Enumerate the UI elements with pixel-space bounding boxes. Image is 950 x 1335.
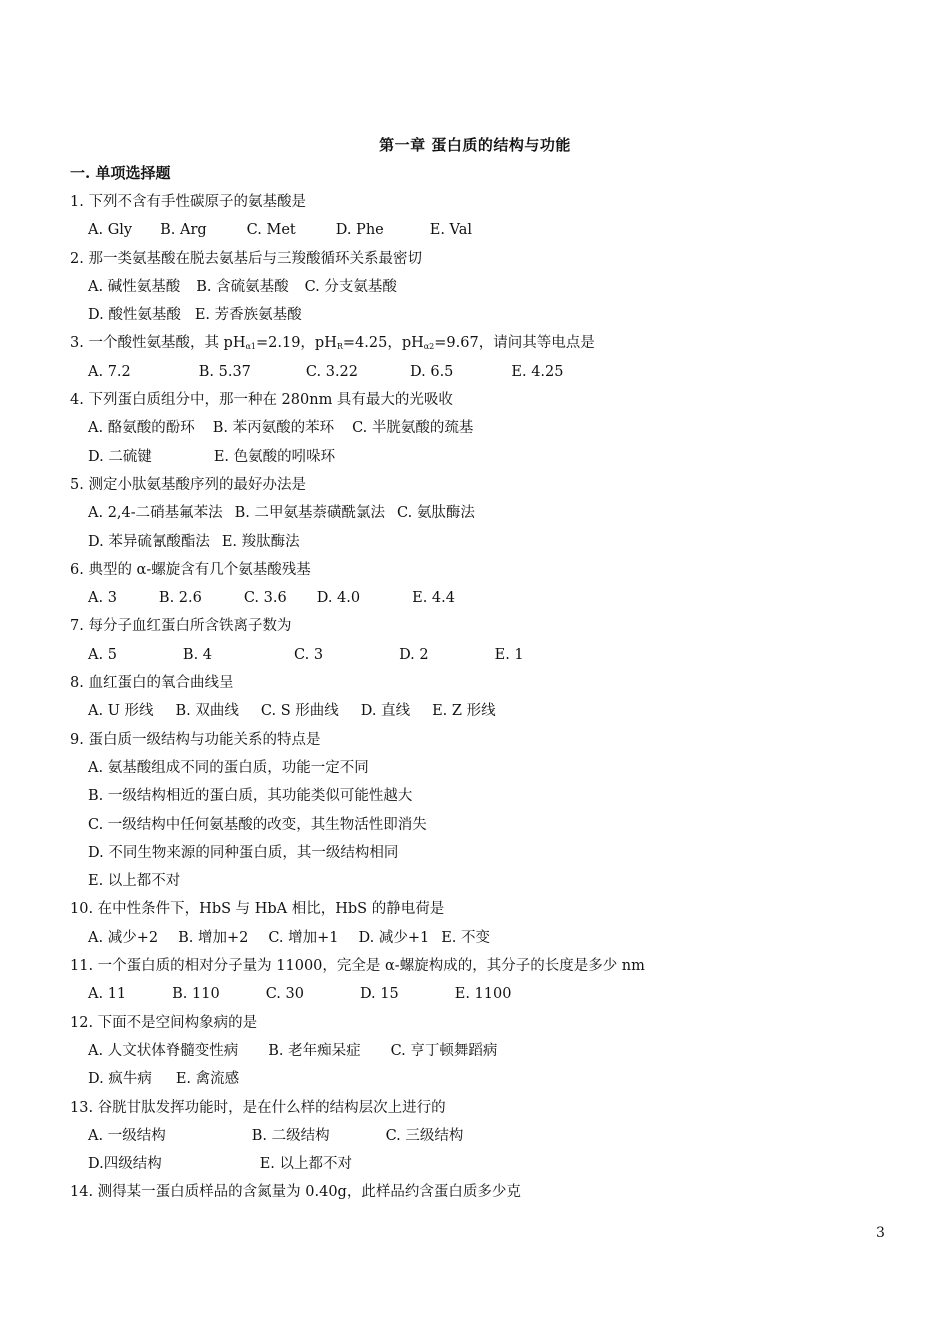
- answer-options-row: [70, 301, 890, 329]
- answer-option: B. 二级结构: [251, 1127, 330, 1144]
- answer-options-row: [70, 443, 890, 471]
- answer-option: C. 增加+1: [268, 929, 339, 946]
- answer-option: B. 双曲线: [175, 703, 239, 720]
- answer-option: E. 禽流感: [175, 1071, 240, 1088]
- answer-option: E. 色氨酸的吲哚环: [213, 448, 336, 465]
- answer-options-row: [70, 697, 890, 725]
- answer-option: D.四级结构: [88, 1156, 162, 1173]
- question-stem: 14. 测得某一蛋白质样品的含氮量为 0.40g，此样品约含蛋白质多少克: [70, 1184, 521, 1201]
- question-stem: 8. 血红蛋白的氧合曲线呈: [70, 675, 234, 692]
- answer-options-row: [70, 273, 890, 301]
- answer-options-row: [70, 1122, 890, 1150]
- subscript: α2: [423, 342, 435, 352]
- answer-option: D. 4.0: [316, 590, 361, 607]
- answer-option: E. 1100: [454, 986, 512, 1003]
- answer-option: C. S 形曲线: [260, 703, 339, 720]
- answer-option: C. Met: [246, 222, 296, 239]
- answer-option: A. 5: [88, 646, 117, 663]
- question-stem: 7. 每分子血红蛋白所含铁离子数为: [70, 618, 292, 635]
- answer-option: D. 6.5: [410, 363, 454, 380]
- answer-option: B. 苯丙氨酸的苯环: [212, 420, 335, 437]
- answer-option: A. U 形线: [88, 703, 154, 720]
- section-heading: 一. 单项选择题: [70, 164, 171, 182]
- answer-option: B. Arg: [160, 222, 207, 239]
- answer-option: E. 4.25: [511, 363, 564, 380]
- answer-option: C. 3.22: [305, 363, 359, 380]
- answer-option: C. 半胱氨酸的巯基: [352, 420, 474, 437]
- answer-options-row: [70, 641, 890, 669]
- answer-option: D. 二硫键: [88, 448, 152, 465]
- answer-option: B. 5.37: [198, 363, 251, 380]
- answer-option: B. 含硫氨基酸: [196, 278, 289, 295]
- answer-option: E. 以上都不对: [259, 1156, 353, 1173]
- answer-option: D. 苯异硫氰酸酯法: [88, 533, 210, 550]
- question-stem: 11. 一个蛋白质的相对分子量为 11000，完全是 α-螺旋构成的，其分子的长度是多少 nm: [70, 958, 645, 975]
- chapter-title: 第一章 蛋白质的结构与功能: [379, 136, 571, 154]
- answer-option: D. 不同生物来源的同种蛋白质，其一级结构相同: [88, 844, 399, 861]
- answer-option: A. 氨基酸组成不同的蛋白质，功能一定不同: [88, 759, 369, 776]
- answer-option: B. 110: [172, 986, 220, 1003]
- answer-option: E. Val: [429, 222, 472, 239]
- answer-option: D. 减少+1: [358, 929, 430, 946]
- answer-option: D. 2: [399, 646, 429, 663]
- question-stem: 9. 蛋白质一级结构与功能关系的特点是: [70, 731, 321, 748]
- question-stem: 2. 那一类氨基酸在脱去氨基后与三羧酸循环关系最密切: [70, 250, 422, 267]
- question-stem: 12. 下面不是空间构象病的是: [70, 1014, 258, 1031]
- question-stem: 13. 谷胱甘肽发挥功能时，是在什么样的结构层次上进行的: [70, 1099, 446, 1116]
- answer-option: A. 人文状体脊髓变性病: [88, 1042, 239, 1059]
- answer-option: B. 2.6: [158, 590, 202, 607]
- question-text-part: =9.67，请问其等电点是: [434, 335, 595, 352]
- question-list: [70, 188, 890, 1207]
- question-text-part: =4.25，pH: [342, 335, 424, 352]
- answer-option: E. 1: [494, 646, 524, 663]
- answer-option: C. 3.6: [243, 590, 287, 607]
- answer-option: D. 直线: [360, 703, 411, 720]
- answer-option: D. 15: [359, 986, 399, 1003]
- answer-options-row: [70, 528, 890, 556]
- answer-option: A. Gly: [88, 222, 133, 239]
- answer-option: A. 减少+2: [88, 929, 159, 946]
- answer-options-row: [70, 980, 890, 1008]
- answer-options-row: [70, 1065, 890, 1093]
- answer-option: E. Z 形线: [432, 703, 496, 720]
- answer-option: A. 碱性氨基酸: [88, 278, 181, 295]
- answer-option: A. 3: [88, 590, 117, 607]
- answer-options-row: [70, 414, 890, 442]
- answer-option: B. 一级结构相近的蛋白质，其功能类似可能性越大: [88, 788, 413, 805]
- subscript: α1: [245, 342, 256, 352]
- answer-option: A. 2,4-二硝基氟苯法: [88, 505, 223, 522]
- answer-option: E. 以上都不对: [88, 873, 181, 890]
- answer-options-row: [70, 924, 890, 952]
- answer-options-row: [70, 584, 890, 612]
- question-text-part: =2.19，pH: [255, 335, 337, 352]
- question-stem: 1. 下列不含有手性碳原子的氨基酸是: [70, 194, 306, 210]
- answer-option: C. 氨肽酶法: [397, 505, 475, 522]
- answer-option: E. 不变: [441, 929, 491, 946]
- answer-option: D. 疯牛病: [88, 1071, 152, 1088]
- answer-options-row: [70, 1150, 890, 1178]
- answer-option: E. 芳香族氨基酸: [194, 307, 302, 324]
- answer-options-row: [70, 358, 890, 386]
- question-stem: [70, 329, 890, 357]
- question-stem: 5. 测定小肽氨基酸序列的最好办法是: [70, 476, 306, 493]
- answer-option: A. 一级结构: [88, 1127, 166, 1144]
- answer-options-row: [70, 216, 890, 244]
- answer-option: C. 分支氨基酸: [304, 278, 397, 295]
- answer-option: B. 二甲氨基萘磺酰氯法: [234, 505, 386, 522]
- answer-option: D. Phe: [335, 222, 384, 239]
- question-stem: 6. 典型的 α-螺旋含有几个氨基酸残基: [70, 561, 311, 578]
- subscript: R: [336, 342, 343, 352]
- answer-option: C. 亨丁顿舞蹈病: [390, 1042, 498, 1059]
- answer-option: B. 老年痴呆症: [268, 1042, 361, 1059]
- answer-option: B. 增加+2: [178, 929, 249, 946]
- answer-option: C. 3: [294, 646, 324, 663]
- answer-option: D. 酸性氨基酸: [88, 307, 181, 324]
- answer-option: A. 7.2: [88, 363, 131, 380]
- answer-option: C. 一级结构中任何氨基酸的改变，其生物活性即消失: [88, 816, 427, 833]
- question-text-part: 3. 一个酸性氨基酸，其 pH: [70, 335, 246, 352]
- answer-option: B. 4: [182, 646, 213, 663]
- answer-options-row: [70, 499, 890, 527]
- answer-option: A. 酪氨酸的酚环: [88, 420, 195, 437]
- answer-options-row: [70, 1037, 890, 1065]
- question-stem: 4. 下列蛋白质组分中，那一种在 280nm 具有最大的光吸收: [70, 392, 453, 409]
- answer-option: A. 11: [88, 986, 127, 1003]
- question-stem: 10. 在中性条件下，HbS 与 HbA 相比，HbS 的静电荷是: [70, 901, 445, 918]
- page-number: 3: [876, 1225, 885, 1241]
- answer-option: C. 30: [265, 986, 304, 1003]
- answer-option: E. 4.4: [412, 590, 455, 607]
- answer-option: C. 三级结构: [385, 1127, 464, 1144]
- answer-option: E. 羧肽酶法: [221, 533, 300, 550]
